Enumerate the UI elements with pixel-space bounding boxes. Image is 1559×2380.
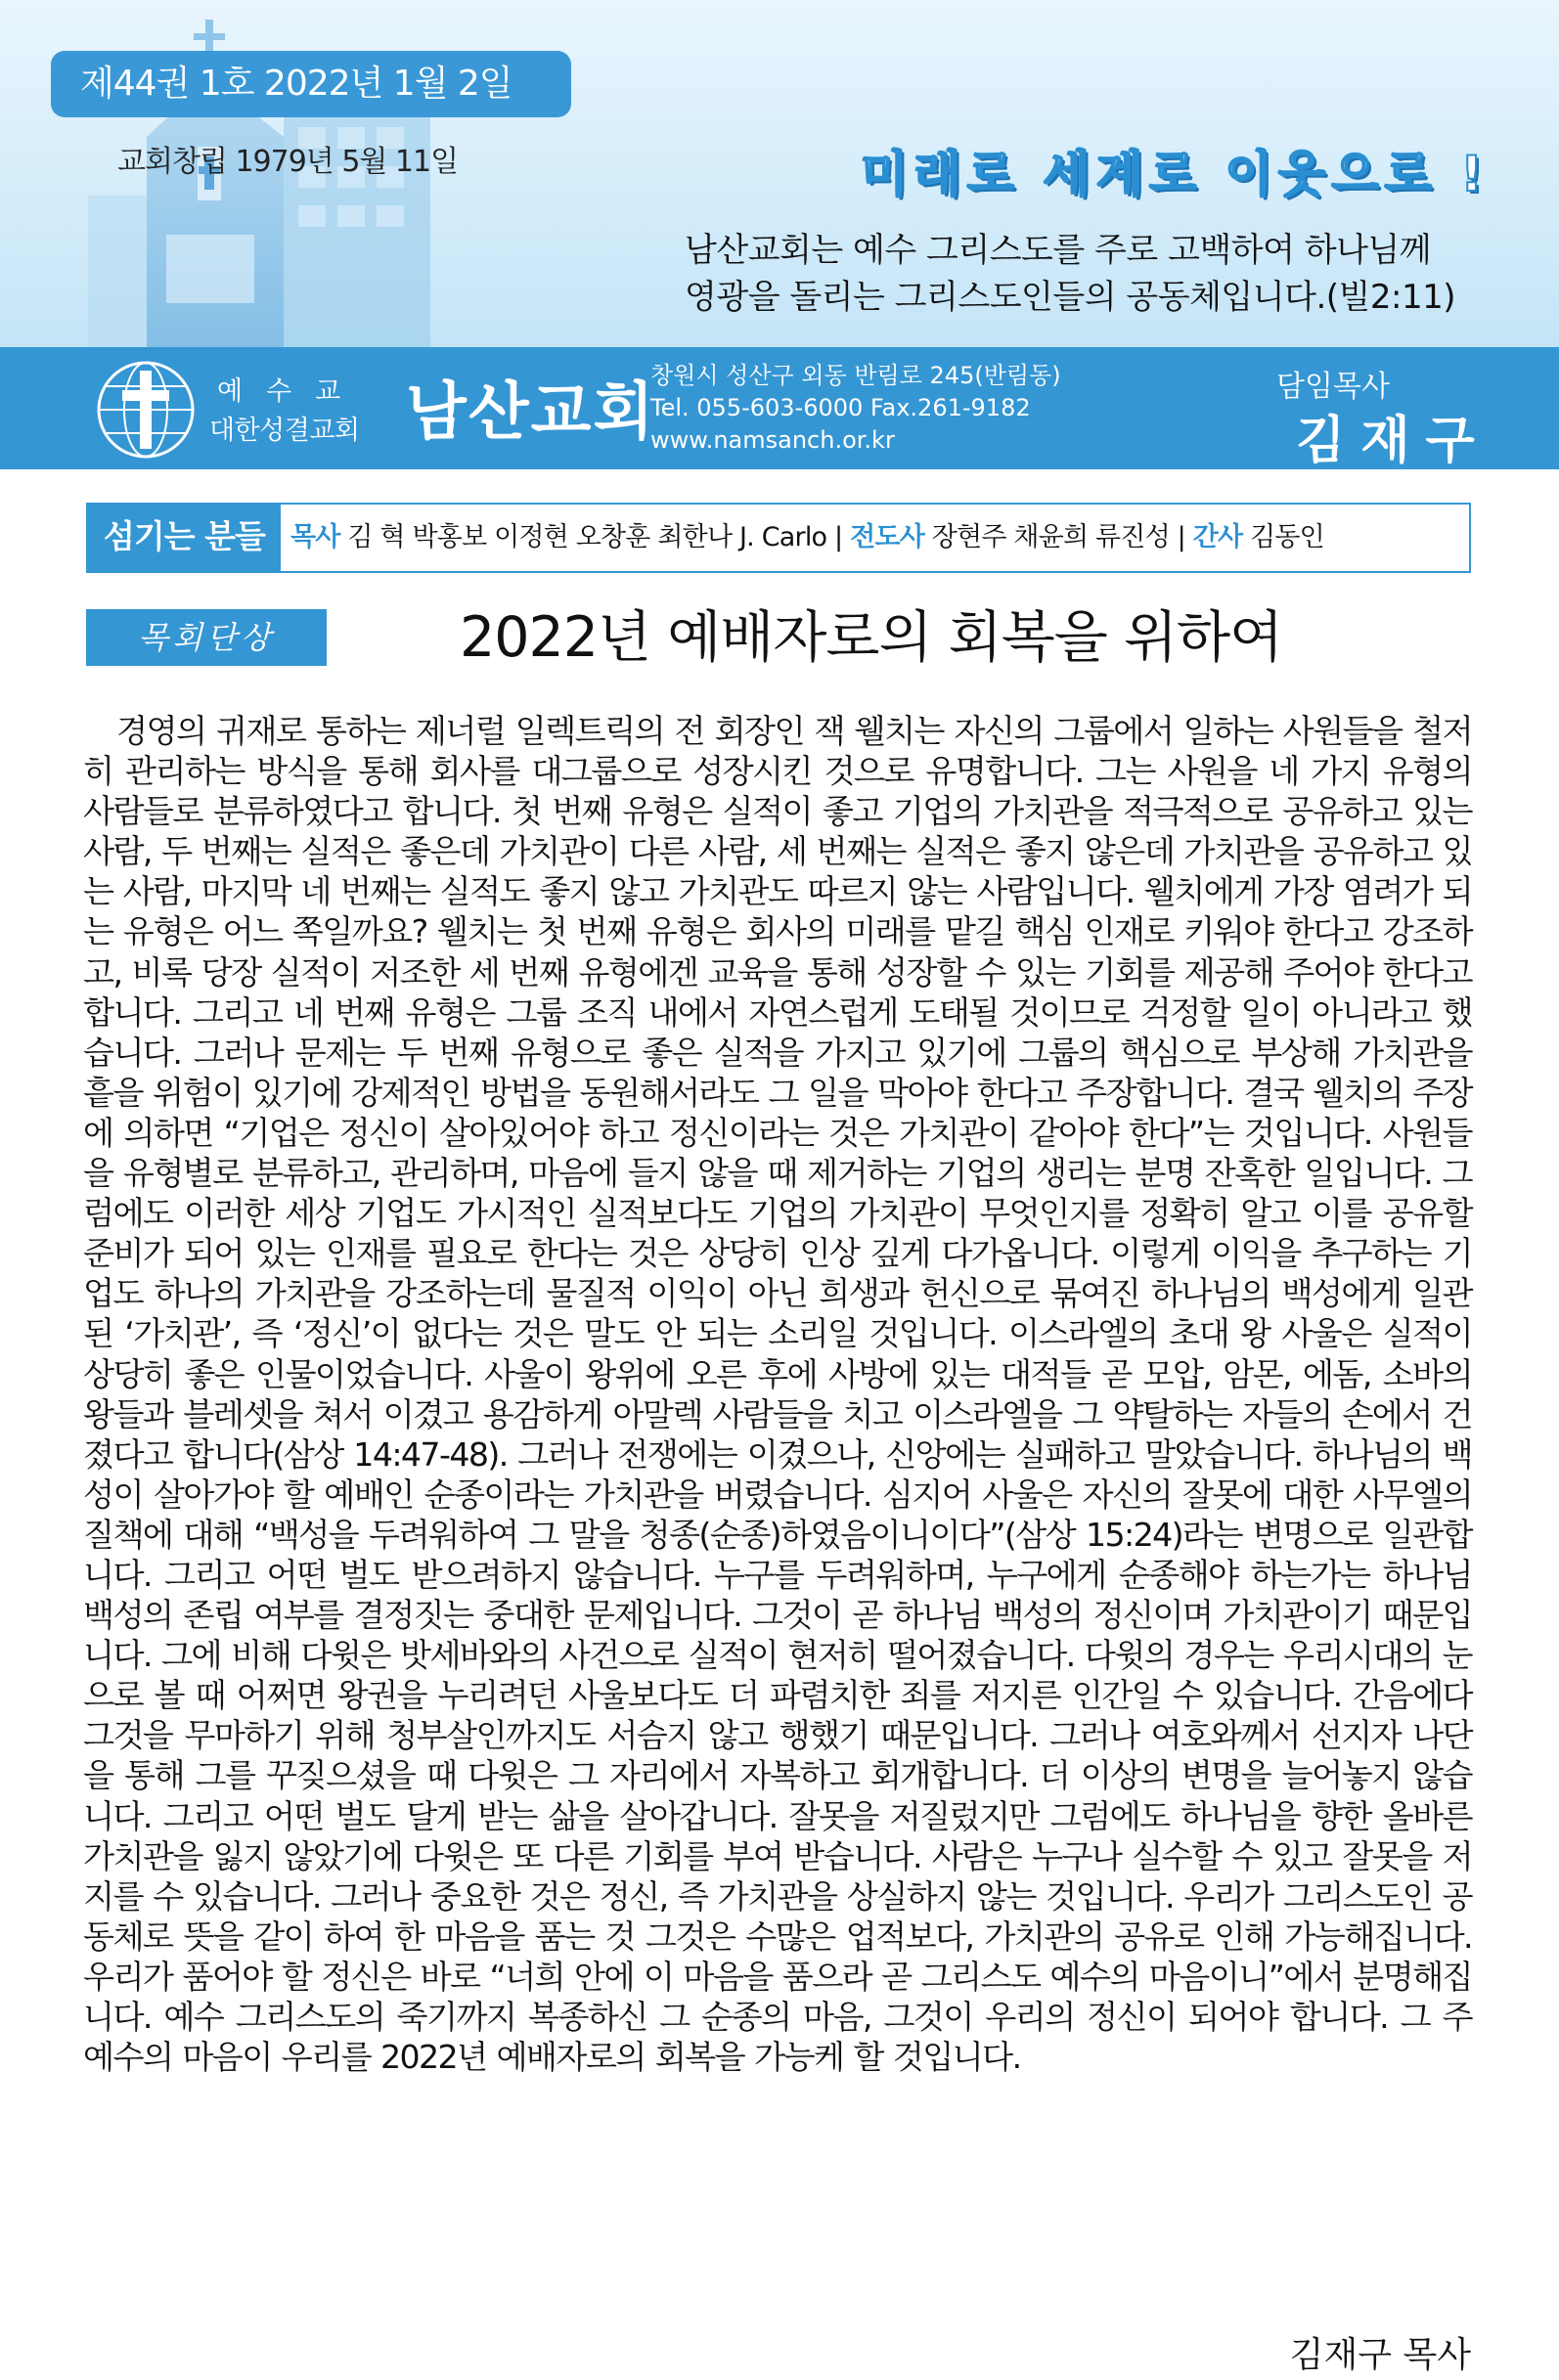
mission-line-2: 영광을 돌리는 그리스도인들의 공동체입니다.(빌2:11) xyxy=(685,278,1455,317)
article-title: 2022년 예배자로의 회복을 위하여 xyxy=(460,605,1283,670)
phone-fax: Tel. 055-603-6000 Fax.261-9182 xyxy=(650,394,1031,421)
pastor-name: 김재구 xyxy=(1296,411,1491,470)
role-staff: 간사 xyxy=(1192,522,1243,552)
role-pastor: 목사 xyxy=(290,522,340,552)
church-name: 남산교회 xyxy=(406,375,656,449)
names-pastors: 김 혁 박홍보 이정현 오창훈 최한나 J. Carlo | xyxy=(339,522,851,552)
contact-block xyxy=(650,360,1061,457)
article-body xyxy=(83,711,1472,2077)
pastor-title: 담임목사 xyxy=(1276,370,1390,404)
role-evangelist: 전도사 xyxy=(850,522,924,552)
address: 창원시 성산구 외동 반림로 245(반림동) xyxy=(650,362,1061,389)
servants-label: 섬기는 분들 xyxy=(88,505,281,571)
servants-box xyxy=(86,503,1471,573)
names-evangelists: 장현주 채윤희 류진성 | xyxy=(923,522,1193,552)
names-staff: 김동인 xyxy=(1242,522,1324,552)
article-signature: 김재구 목사 xyxy=(1289,2335,1471,2375)
denomination-line-1: 예수교 xyxy=(217,376,365,407)
servants-list xyxy=(290,505,1324,571)
website-link[interactable]: www.namsanch.or.kr xyxy=(650,426,895,454)
mission-statement xyxy=(685,227,1455,321)
denomination-line-2: 대한성결교회 xyxy=(209,416,360,446)
mission-line-1: 남산교회는 예수 그리스도를 주로 고백하여 하나님께 xyxy=(685,231,1432,270)
header-background xyxy=(0,0,1559,347)
founded-date: 교회창립 1979년 5월 11일 xyxy=(117,145,459,179)
church-logo-icon xyxy=(93,357,199,463)
slogan: 미래로 세계로 이웃으로 ! xyxy=(861,146,1490,202)
issue-label: 제44권 1호 2022년 1월 2일 xyxy=(51,51,571,117)
article-paragraph: 경영의 귀재로 통하는 제너럴 일렉트릭의 전 회장인 잭 웰치는 자신의 그룹에서 일하는 사원들을 철저히 관리하는 방식을 통해 회사를 대그룹으로 성장시킨 것으로 유명합니다. 그는 사원을 네 가지 유형의 사람들로 분류하였다고 합니다. 첫 번째 유형은 실적이 좋고 기업의 가치관을 적극적으로 공유하고 있는 사람, 두 번째는 실적은 좋은데 가치관이 다른 사람, 세 번째는 실적은 좋지 않은데 가치관을 공유하고 있는 사람, 마지막 네 번째는 실적도 좋지 않고 가치관도 따르지 않는 사람입니다. 웰치에게 가장 염려가 되는 유형은 어느 쪽일까요? 웰치는 첫 번째 유형은 회사의 미래를 맡길 핵심 인재로 키워야 한다고 강조하고, 비록 당장 실적이 저조한 세 번째 유형에겐 교육을 통해 성장할 수 있는 기회를 제공해 주어야 한다고 합니다. 그리고 네 번째 유형은 그룹 조직 내에서 자연스럽게 도태될 것이므로 걱정할 일이 아니라고 했습니다. 그러나 문제는 두 번째 유형으로 좋은 실적을 가지고 있기에 그룹의 핵심으로 부상해 가치관을 흩을 위험이 있기에 강제적인 방법을 동원해서라도 그 일을 막아야 한다고 주장합니다. 결국 웰치의 주장에 의하면 “기업은 정신이 살아있어야 하고 정신이라는 것은 가치관이 같아야 한다”는 것입니다. 사원들을 유형별로 분류하고, 관리하며, 마음에 들지 않을 때 제거하는 기업의 생리는 분명 잔혹한 일입니다. 그럼에도 이러한 세상 기업도 가시적인 실적보다도 기업의 가치관이 무엇인지를 정확히 알고 이를 공유할 준비가 되어 있는 인재를 필요로 한다는 것은 상당히 인상 깊게 다가옵니다. 이렇게 이익을 추구하는 기업도 하나의 가치관을 강조하는데 물질적 이익이 아닌 희생과 헌신으로 묶여진 하나님의 백성에게 일관된 ‘가치관’, 즉 ‘정신’이 없다는 것은 말도 안 되는 소리일 것입니다. 이스라엘의 초대 왕 사울은 실적이 상당히 좋은 인물이었습니다. 사울이 왕위에 오른 후에 사방에 있는 대적들 곧 모압, 암몬, 에돔, 소바의 왕들과 블레셋을 쳐서 이겼고 용감하게 아말렉 사람들을 치고 이스라엘을 그 약탈하는 자들의 손에서 건졌다고 합니다(삼상 14:47-48). 그러나 전쟁에는 이겼으나, 신앙에는 실패하고 말았습니다. 하나님의 백성이 살아가야 할 예배인 순종이라는 가치관을 버렸습니다. 심지어 사울은 자신의 잘못에 대한 사무엘의 질책에 대해 “백성을 두려워하여 그 말을 청종(순종)하였음이니이다”(삼상 15:24)라는 변명으로 일관합니다. 그리고 어떤 벌도 받으려하지 않습니다. 누구를 두려워하며, 누구에게 순종해야 하는가는 하나님 백성의 존립 여부를 결정짓는 중대한 문제입니다. 그것이 곧 하나님 백성의 정신이며 가치관이기 때문입니다. 그에 비해 다윗은 밧세바와의 사건으로 실적이 현저히 떨어졌습니다. 다윗의 경우는 우리시대의 눈으로 볼 때 어쩌면 왕권을 누리려던 사울보다도 더 파렴치한 죄를 저지른 인간일 수 있습니다. 간음에다 그것을 무마하기 위해 청부살인까지도 서슴지 않고 행했기 때문입니다. 그러나 여호와께서 선지자 나단을 통해 그를 꾸짖으셨을 때 다윗은 그 자리에서 자복하고 회개합니다. 더 이상의 변명을 늘어놓지 않습니다. 그리고 어떤 벌도 달게 받는 삶을 살아갑니다. 잘못을 저질렀지만 그럼에도 하나님을 향한 올바른 가치관을 잃지 않았기에 다윗은 또 다른 기회를 부여 받습니다. 사람은 누구나 실수할 수 있고 잘못을 저지를 수 있습니다. 그러나 중요한 것은 정신, 즉 가치관을 상실하지 않는 것입니다. 우리가 그리스도인 공동체로 뜻을 같이 하여 한 마음을 품는 것 그것은 수많은 업적보다, 가치관의 공유로 인해 가능해집니다. 우리가 품어야 할 정신은 바로 “너희 안에 이 마음을 품으라 곧 그리스도 예수의 마음이니”에서 분명해집니다. 예수 그리스도의 죽기까지 복종하신 그 순종의 마음, 그것이 우리의 정신이 되어야 합니다. 그 주 예수의 마음이 우리를 2022년 예배자로의 회복을 가능케 할 것입니다. xyxy=(83,712,1473,2077)
column-tag: 목회단상 xyxy=(86,609,327,666)
